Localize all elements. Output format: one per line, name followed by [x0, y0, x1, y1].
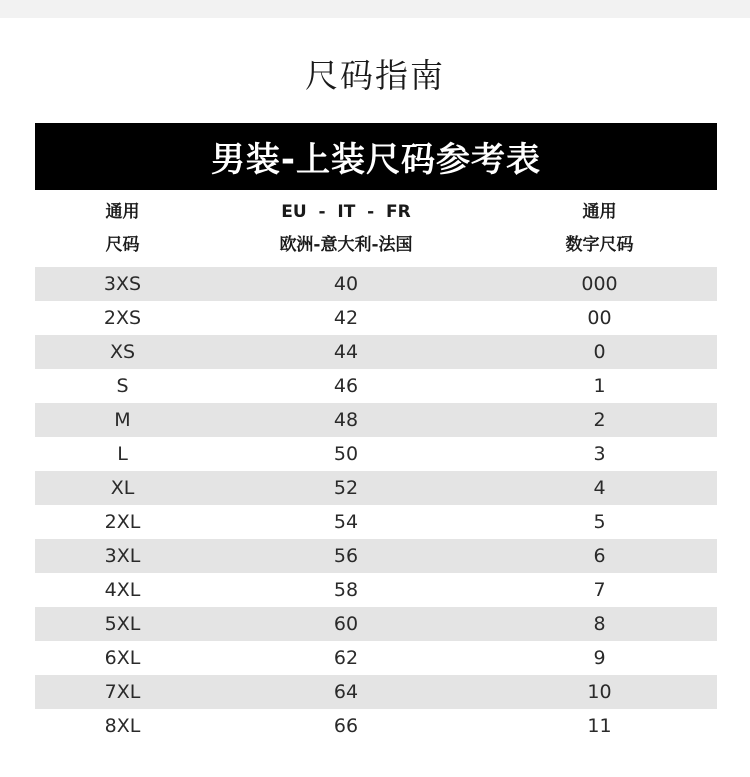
table-header [35, 196, 717, 262]
top-strip [0, 0, 750, 18]
table-row [35, 471, 717, 505]
page-title: 尺码指南 [305, 56, 445, 95]
cell-numeric: 4 [593, 477, 606, 499]
cell-size: M [114, 409, 131, 431]
cell-eu: 58 [333, 579, 359, 601]
cell-numeric: 8 [593, 613, 606, 635]
cell-size: XS [109, 341, 136, 363]
cell-eu: 48 [333, 409, 359, 431]
table-row [35, 641, 717, 675]
cell-size: 3XL [104, 545, 141, 567]
cell-numeric: 3 [593, 443, 606, 465]
header-generic-size [35, 196, 210, 262]
header-line: 欧洲-意大利-法国 [279, 235, 413, 255]
table-row [35, 369, 717, 403]
cell-numeric: 2 [593, 409, 606, 431]
cell-numeric: 7 [593, 579, 606, 601]
cell-numeric: 6 [593, 545, 606, 567]
cell-numeric: 5 [593, 511, 606, 533]
cell-eu: 40 [333, 273, 359, 295]
cell-eu: 50 [333, 443, 359, 465]
cell-size: 6XL [104, 647, 141, 669]
table-row [35, 505, 717, 539]
cell-eu: 42 [333, 307, 359, 329]
header-line: 数字尺码 [565, 235, 634, 255]
table-row [35, 709, 717, 743]
cell-numeric: 00 [587, 307, 612, 329]
header-line: 通用 [582, 202, 617, 222]
cell-numeric: 9 [593, 647, 606, 669]
table-row [35, 573, 717, 607]
header-line: 尺码 [105, 235, 140, 255]
cell-size: 4XL [104, 579, 141, 601]
cell-size: 7XL [104, 681, 141, 703]
cell-numeric: 11 [587, 715, 612, 737]
cell-numeric: 1 [593, 375, 606, 397]
cell-size: XL [110, 477, 135, 499]
table-row [35, 335, 717, 369]
cell-eu: 64 [333, 681, 359, 703]
cell-numeric: 0 [593, 341, 606, 363]
cell-eu: 60 [333, 613, 359, 635]
cell-eu: 56 [333, 545, 359, 567]
cell-eu: 66 [333, 715, 359, 737]
table-row [35, 607, 717, 641]
cell-size: 2XL [104, 511, 141, 533]
cell-eu: 54 [333, 511, 359, 533]
cell-numeric: 000 [581, 273, 618, 295]
cell-size: 3XS [103, 273, 142, 295]
cell-numeric: 10 [587, 681, 612, 703]
cell-size: S [116, 375, 129, 397]
table-row [35, 301, 717, 335]
table-row [35, 403, 717, 437]
header-eu-it-fr [210, 196, 482, 262]
cell-eu: 44 [333, 341, 359, 363]
header-numeric-size [482, 196, 717, 262]
cell-size: L [117, 443, 128, 465]
table-row [35, 675, 717, 709]
table-row [35, 267, 717, 301]
header-line: 通用 [105, 202, 140, 222]
header-line: EU - IT - FR [281, 202, 411, 222]
size-table-body [35, 267, 717, 743]
table-row [35, 437, 717, 471]
cell-size: 5XL [104, 613, 141, 635]
cell-eu: 62 [333, 647, 359, 669]
cell-size: 2XS [103, 307, 142, 329]
cell-size: 8XL [104, 715, 141, 737]
table-banner: 男装-上装尺码参考表 [35, 123, 717, 190]
table-row [35, 539, 717, 573]
cell-eu: 52 [333, 477, 359, 499]
cell-eu: 46 [333, 375, 359, 397]
